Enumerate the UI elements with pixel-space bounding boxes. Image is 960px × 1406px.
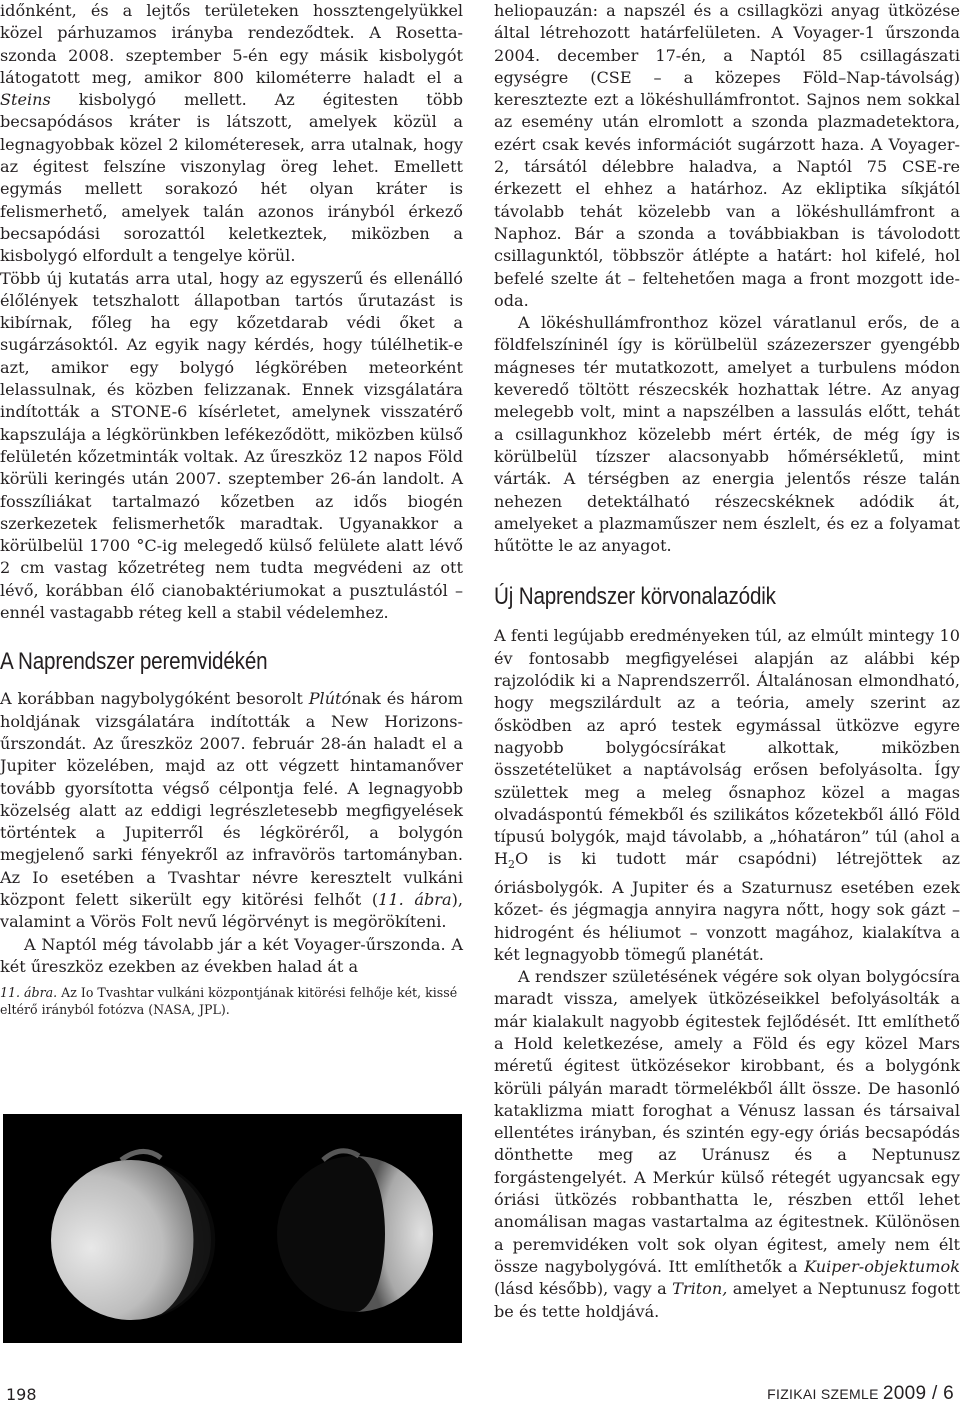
figure-caption: 11. ábra. Az Io Tvashtar vulkáni központjának kitörési felhője két, kissé eltérő irányból fotózva (NASA, JPL).	[0, 985, 458, 1018]
paragraph: A fenti legújabb eredményeken túl, az elmúlt mintegy 10 év fontosabb megfigyelései alapján az alábbi kép rajzolódik ki a Naprendszerről. Általánosan elmondható, hogy megszilárdult az a teória, amely szerint az ősködben az apró testek egymással ütközve egyre nagyobb bolygócsírákat alkottak, miközben összetételüket a naptávolság erősen befolyásolta. Így születtek meg a meleg ősnaphoz közel a magas olvadáspontú fémekből és szilikátos kőzetekből álló Föld típusú bolygók, majd távolabb, a „hóhatáron” túl (ahol a $H_2O$ is ki tudott már csapódni) létrejöttek az óriásbolygók. A Jupiter és a Szaturnusz esetében ezek kőzet- és jégmagja annyira nagyra nőtt, hogy sok gázt – hidrogént és héliumot – vonzott magához, kialakítva a két legnagyobb tömegű planétát.	[494, 626, 960, 964]
io-photo-pair	[3, 1114, 462, 1343]
left-column	[0, 0, 463, 1018]
journal-name: FIZIKAI SZEMLE	[767, 1386, 879, 1402]
paragraph: heliopauzán: a napszél és a csillagközi anyag ütközése által létrehozott határfelületen. A Voyager-1 űrszonda 2004. december 17-én, a Naptól 85 csillagászati egységre (CSE – a közepes Föld–Nap-távolság) keresztezte ezt a lökéshullámfrontot. Sajnos nem sokkal az esemény után elromlott a szonda plazmadetektora, ezért csak kevés információt sugárzott haza. A Voyager-2, társától délebbre haladva, a Naptól 75 CSE-re érkezett el ehhez a határhoz. Az ekliptika síkjától távolabb tehát közelebb van a lökéshullámfront a Naphoz. Bár a szonda a továbbiakban is távolodott csillagunktól, többször átlépte a határt: hol kifelé, hol befelé szelte át – feltehetően maga a front mozgott ide-oda.	[494, 1, 960, 310]
journal-footer	[767, 1383, 954, 1405]
paragraph: A Naptól még távolabb jár a két Voyager-űrszonda. A két űreszköz ezekben az években halad át a	[0, 934, 463, 976]
issue-number: 2009 / 6	[882, 1383, 954, 1404]
section-heading: Új Naprendszer körvonalazódik	[494, 583, 776, 611]
io-eruption-photos	[3, 1114, 462, 1343]
page-number: 198	[6, 1385, 37, 1404]
paragraph: A korábban nagybolygóként besorolt Plútónak és három holdjának vizsgálatára indították a New Horizons-űrszondát. Az űreszköz 2007. február 28-án haladt el a Jupiter közelében, majd az ott végzett hintamanőver tovább gyorsította végső célpontja felé. A legnagyobb közelség alatt az eddigi legrészletesebb megfigyelések történtek a Jupiterről és légköréről, a bolygón megjelenő sarki fényekről az infravörös tartományban. Az Io esetében a Tvashtar névre keresztelt vulkáni központ felett sikerült egy kitörési felhőt (11. ábra), valamint a Vörös Folt nevű légörvényt is megörökíteni.	[0, 689, 463, 932]
paragraph: időnként, és a lejtős területeken hossztengelyükkel közel párhuzamos irányba rendeződtek. A Rosetta-szonda 2008. szeptember 5-én egy másik kisbolygót látogatott meg, amikor 800 kilométerre haladt el a Steins kisbolygó mellett. Az égitesten több becsapódásos kráter is látszott, amelyek közül a legnagyobbak közel 2 kilométeresek, arra utalnak, hogy az égitest felszíne viszonylag öreg lehet. Emellett egymás mellett sorakozó hét olyan kráter is felismerhető, amelyek talán azonos irányból érkező becsapódási sorozattól keletkeztek, miközben a kisbolygó elfordult a tengelye körül.	[0, 1, 463, 266]
paragraph: A rendszer születésének végére sok olyan bolygócsíra maradt vissza, amelyek ütközéseikkel befolyásolták a már kialakult nagyobb égitestek fejlődését. Itt említhető a Hold keletkezése, amely a Föld és egy közel Mars méretű égitest ütközésekor kirobbant, és a bolygónk körüli pályán maradt törmelékből állt össze. De hasonló kataklizma miatt foroghat a Vénusz lassan és társaival ellentétes irányban, és szintén egy-egy óriás becsapódás dönthette meg az Uránusz és a Neptunusz forgástengelyét. A Merkúr külső rétegét ugyancsak egy óriási ütközés robbanthatta le, részben ettől lehet anomálisan magas vastartalma az égitestnek. Különösen a peremvidéken volt sok olyan égitest, amely nem élt össze nagybolygóvá. Itt említhetők a Kuiper-objektumok (lásd később), vagy a Triton, amelyet a Neptunusz fogott be és tette holdjává.	[494, 967, 960, 1321]
paragraph: A lökéshullámfronthoz közel váratlanul erős, de a földfelszíninél így is körülbelül százezerszer gyengébb mágneses tér mutatkozott, amelyet a turbulens módon keveredő töltött részecskék hozhattak létre. Az anyag melegebb volt, mint a napszélben a lassulás előtt, tehát a csillagunkhoz közelebb mért érték, de még így is körülbelül tízszer alacsonyabb hőmérsékletű, mint várták. A térségben az energia jelentős része talán nehezen detektálható részecskéknek adódik át, amelyeket a plazmaműszer nem észlelt, és ez a folyamat hűtötte le az anyagot.	[494, 313, 960, 556]
right-column	[494, 0, 960, 1323]
paragraph: Több új kutatás arra utal, hogy az egyszerű és ellenálló élőlények tetszhalott állapotban tartós űrutazást is kibírnak, főleg ha egy kőzetdarab védi őket a sugárzásoktól. Az egyik nagy kérdés, hogy túlélhetik-e azt, amikor egy bolygó légkörében meteorként lelassulnak, és közben felizzanak. Ennek vizsgálatára indították a STONE-6 kísérletet, amelynek visszatérő kapszulája a légkörünkben lefékeződött, miközben külső felületén kőzetminták voltak. Az űreszköz 12 napos Föld körüli keringés után 2007. szeptember 26-án landolt. A fosszíliákat tartalmazó kőzetben az idős biogén szerkezetek felismerhetők maradtak. Ugyanakkor a körülbelül 1700 °C-ig melegedő külső felülete alatt lévő 2 cm vastag kőzetréteg nem tudta megvédeni az ott lévő, korábban élő cianobaktériumokat a pusztulástól – ennél vastagabb réteg kell a stabil védelemhez.	[0, 268, 463, 623]
section-heading: A Naprendszer peremvidékén	[0, 648, 268, 676]
